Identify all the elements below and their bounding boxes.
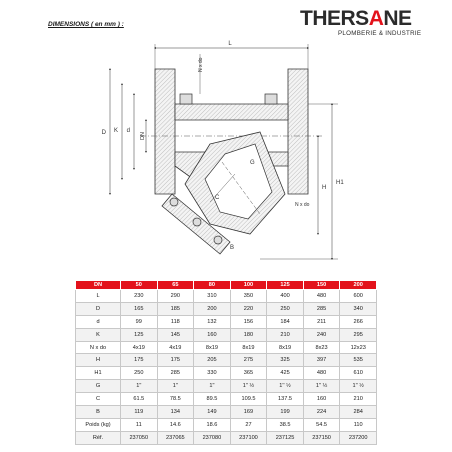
- table-row: [76, 315, 377, 328]
- table-cell: 134: [157, 406, 194, 419]
- table-cell: 237150: [303, 431, 340, 444]
- dim-label-d: d: [126, 128, 130, 134]
- table-cell: 12x23: [340, 341, 377, 354]
- table-cell: 350: [230, 290, 267, 303]
- table-cell: 237050: [121, 431, 158, 444]
- logo-tagline: PLOMBERIE & INDUSTRIE: [338, 30, 422, 37]
- table-row: [76, 380, 377, 393]
- header-dn-65: 65: [157, 281, 194, 290]
- top-plug-left: [180, 94, 192, 104]
- table-cell: 199: [267, 406, 304, 419]
- row-label: N x do: [76, 341, 121, 354]
- table-cell: 8x23: [303, 341, 340, 354]
- table-cell: 1'' ½: [303, 380, 340, 393]
- left-flange: [155, 69, 175, 194]
- table-cell: 210: [267, 328, 304, 341]
- table-row: [76, 393, 377, 406]
- row-label: d: [76, 315, 121, 328]
- logo-wordmark: [300, 8, 432, 29]
- table-cell: 266: [340, 315, 377, 328]
- table-cell: 110: [340, 418, 377, 431]
- table-cell: 8x19: [194, 341, 231, 354]
- table-cell: 237080: [194, 431, 231, 444]
- table-cell: 211: [303, 315, 340, 328]
- row-label: Réf.: [76, 431, 121, 444]
- table-cell: 425: [267, 367, 304, 380]
- table-cell: 54.5: [303, 418, 340, 431]
- table-row: [76, 418, 377, 431]
- table-cell: 240: [303, 328, 340, 341]
- dim-label-G: G: [250, 160, 255, 166]
- dim-label-D: D: [101, 130, 106, 136]
- table-cell: 185: [157, 302, 194, 315]
- table-cell: 325: [267, 354, 304, 367]
- table-cell: 290: [157, 290, 194, 303]
- table-cell: 330: [194, 367, 231, 380]
- table-cell: 119: [121, 406, 158, 419]
- table-cell: 125: [121, 328, 158, 341]
- table-cell: 230: [121, 290, 158, 303]
- logo-text-part3: NE: [383, 7, 412, 30]
- table-row: [76, 431, 377, 444]
- table-cell: 137.5: [267, 393, 304, 406]
- table-cell: 275: [230, 354, 267, 367]
- table-cell: 8x19: [230, 341, 267, 354]
- right-flange: [288, 69, 308, 194]
- table-cell: 165: [121, 302, 158, 315]
- table-cell: 237125: [267, 431, 304, 444]
- header-dn-100: 100: [230, 281, 267, 290]
- dim-label-nxdo-bottom: N x do: [295, 202, 310, 208]
- table-cell: 18.6: [194, 418, 231, 431]
- logo-text-part2: A: [368, 7, 384, 30]
- logo-text-part1: THERS: [300, 7, 369, 30]
- table-cell: 610: [340, 367, 377, 380]
- cover-bolt-1: [170, 198, 178, 206]
- dim-label-B: B: [230, 245, 235, 251]
- table-cell: 237100: [230, 431, 267, 444]
- table-cell: 89.5: [194, 393, 231, 406]
- table-cell: 237065: [157, 431, 194, 444]
- table-cell: 180: [230, 328, 267, 341]
- dimensions-table: [75, 280, 377, 445]
- table-cell: 210: [340, 393, 377, 406]
- table-cell: 14.6: [157, 418, 194, 431]
- header-dn-80: 80: [194, 281, 231, 290]
- table-cell: 109.5: [230, 393, 267, 406]
- dimensions-heading: DIMENSIONS ( en mm ) :: [48, 21, 124, 28]
- row-label: H1: [76, 367, 121, 380]
- table-cell: 149: [194, 406, 231, 419]
- table-cell: 1": [194, 380, 231, 393]
- table-cell: 310: [194, 290, 231, 303]
- row-label: K: [76, 328, 121, 341]
- table-cell: 295: [340, 328, 377, 341]
- header-dn-125: 125: [267, 281, 304, 290]
- table-cell: 4x19: [157, 341, 194, 354]
- valve-body-top: [175, 104, 288, 120]
- dim-label-L: L: [228, 41, 232, 47]
- table-cell: 11: [121, 418, 158, 431]
- table-cell: 1'' ½: [267, 380, 304, 393]
- table-cell: 205: [194, 354, 231, 367]
- table-row: [76, 328, 377, 341]
- valve-technical-drawing: [60, 34, 396, 266]
- header-dn-150: 150: [303, 281, 340, 290]
- table-cell: 285: [303, 302, 340, 315]
- table-row: [76, 341, 377, 354]
- table-cell: 61.5: [121, 393, 158, 406]
- table-cell: 535: [340, 354, 377, 367]
- row-label: B: [76, 406, 121, 419]
- row-label: G: [76, 380, 121, 393]
- table-cell: 132: [194, 315, 231, 328]
- row-label: C: [76, 393, 121, 406]
- table-cell: 8x19: [267, 341, 304, 354]
- table-row: [76, 302, 377, 315]
- table-cell: 250: [121, 367, 158, 380]
- table-cell: 480: [303, 290, 340, 303]
- table-cell: 169: [230, 406, 267, 419]
- row-label: L: [76, 290, 121, 303]
- table-cell: 1": [157, 380, 194, 393]
- header-dn-200: 200: [340, 281, 377, 290]
- table-cell: 156: [230, 315, 267, 328]
- header-dn-50: 50: [121, 281, 158, 290]
- dim-label-K: K: [113, 128, 118, 134]
- table-cell: 220: [230, 302, 267, 315]
- table-cell: 1'' ½: [340, 380, 377, 393]
- table-cell: 340: [340, 302, 377, 315]
- table-cell: 480: [303, 367, 340, 380]
- cover-bolt-2: [193, 218, 201, 226]
- table-cell: 400: [267, 290, 304, 303]
- table-cell: 175: [121, 354, 158, 367]
- dim-label-nxdo: N x do: [198, 57, 204, 72]
- row-label: H: [76, 354, 121, 367]
- row-label: D: [76, 302, 121, 315]
- table-body: [76, 290, 377, 445]
- table-cell: 224: [303, 406, 340, 419]
- table-cell: 4x19: [121, 341, 158, 354]
- table-row: [76, 354, 377, 367]
- table-cell: 397: [303, 354, 340, 367]
- table-row: [76, 290, 377, 303]
- table-cell: 284: [340, 406, 377, 419]
- table-cell: 27: [230, 418, 267, 431]
- table-cell: 118: [157, 315, 194, 328]
- table-cell: 145: [157, 328, 194, 341]
- table-cell: 200: [194, 302, 231, 315]
- top-plug-right: [265, 94, 277, 104]
- dim-label-C: C: [215, 195, 220, 201]
- table-cell: 175: [157, 354, 194, 367]
- table-cell: 160: [194, 328, 231, 341]
- table-cell: 99: [121, 315, 158, 328]
- header-dn: DN: [76, 281, 121, 290]
- cover-bolt-3: [214, 236, 222, 244]
- table-cell: 1'' ½: [230, 380, 267, 393]
- table-cell: 365: [230, 367, 267, 380]
- table-cell: 1": [121, 380, 158, 393]
- table-cell: 160: [303, 393, 340, 406]
- table-row: [76, 406, 377, 419]
- table-cell: 285: [157, 367, 194, 380]
- table-cell: 600: [340, 290, 377, 303]
- dim-label-H1: H1: [336, 180, 344, 186]
- dim-label-H: H: [322, 185, 327, 191]
- table-cell: 250: [267, 302, 304, 315]
- table-cell: 38.5: [267, 418, 304, 431]
- row-label: Poids (kg): [76, 418, 121, 431]
- table-row: [76, 367, 377, 380]
- table-header-row: [76, 281, 377, 290]
- table-cell: 237200: [340, 431, 377, 444]
- table-cell: 78.5: [157, 393, 194, 406]
- dim-label-DN: DN: [140, 132, 146, 140]
- table-cell: 184: [267, 315, 304, 328]
